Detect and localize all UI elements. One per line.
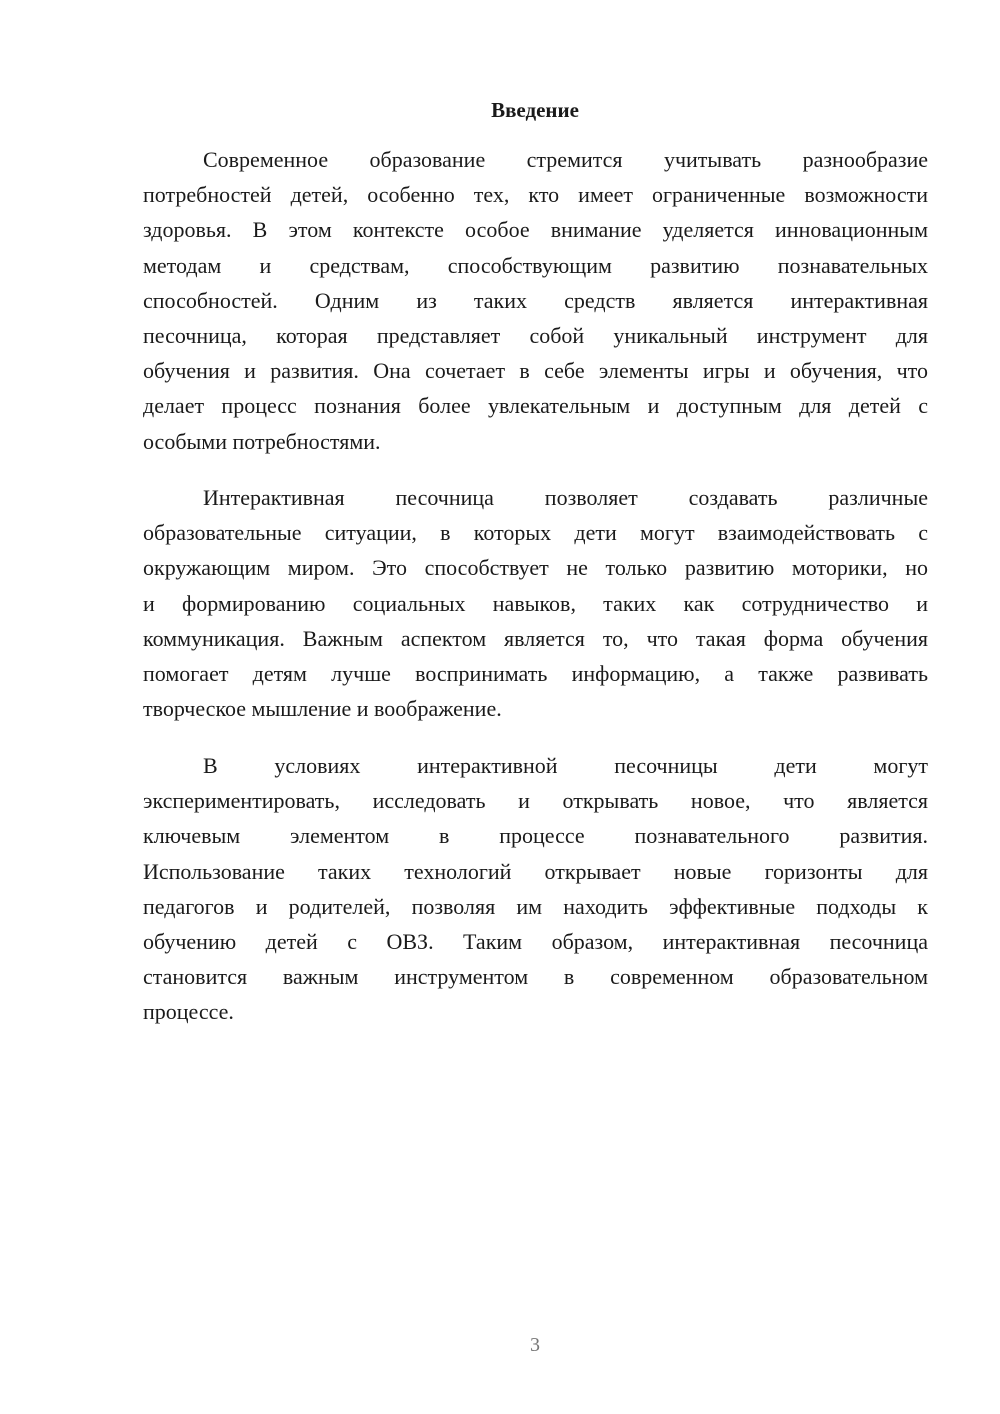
text-line: педагогов и родителей, позволяя им находить эффективные подходы к [143, 893, 928, 919]
text-line: В условиях интерактивной песочницы дети могут [203, 753, 928, 778]
text-line: Интерактивная песочница позволяет создавать различные [203, 485, 928, 510]
text-line: коммуникация. Важным аспектом является то, что такая форма обучения [143, 625, 928, 651]
text-line: экспериментировать, исследовать и открывать новое, что является [143, 788, 928, 814]
text-line: методам и средствам, способствующим развитию познавательных [143, 252, 928, 278]
text-line: творческое мышление и воображение. [143, 696, 502, 722]
text-line: процессе. [143, 999, 234, 1025]
text-line: обучению детей с ОВЗ. Таким образом, интерактивная песочница [143, 928, 928, 954]
text-line: Современное образование стремится учитывать разнообразие [203, 147, 928, 172]
text-line: делает процесс познания более увлекательным и доступным для детей с [143, 393, 928, 419]
text-line: становится важным инструментом в современном образовательном [143, 964, 928, 990]
text-line: образовательные ситуации, в которых дети могут взаимодействовать с [143, 520, 928, 546]
text-line: ключевым элементом в процессе познавательного развития. [143, 823, 928, 849]
section-title: Введение [491, 98, 579, 122]
text-line: особыми потребностями. [143, 428, 381, 454]
text-line: помогает детям лучше воспринимать информацию, а также развивать [143, 660, 928, 686]
text-line: Использование таких технологий открывает новые горизонты для [143, 858, 928, 884]
text-line: окружающим миром. Это способствует не только развитию моторики, но [143, 555, 928, 581]
paragraph [143, 142, 928, 459]
paragraph [143, 748, 928, 1030]
page-number: 3 [530, 1334, 540, 1356]
text-line: песочница, которая представляет собой уникальный инструмент для [143, 322, 928, 348]
text-line: здоровья. В этом контексте особое внимание уделяется инновационным [143, 217, 928, 243]
text-line: обучения и развития. Она сочетает в себе элементы игры и обучения, что [143, 358, 928, 384]
paragraph [143, 480, 928, 726]
text-line: и формированию социальных навыков, таких как сотрудничество и [143, 590, 928, 616]
text-line: потребностей детей, особенно тех, кто имеет ограниченные возможности [143, 182, 928, 208]
text-line: способностей. Одним из таких средств является интерактивная [143, 287, 928, 313]
